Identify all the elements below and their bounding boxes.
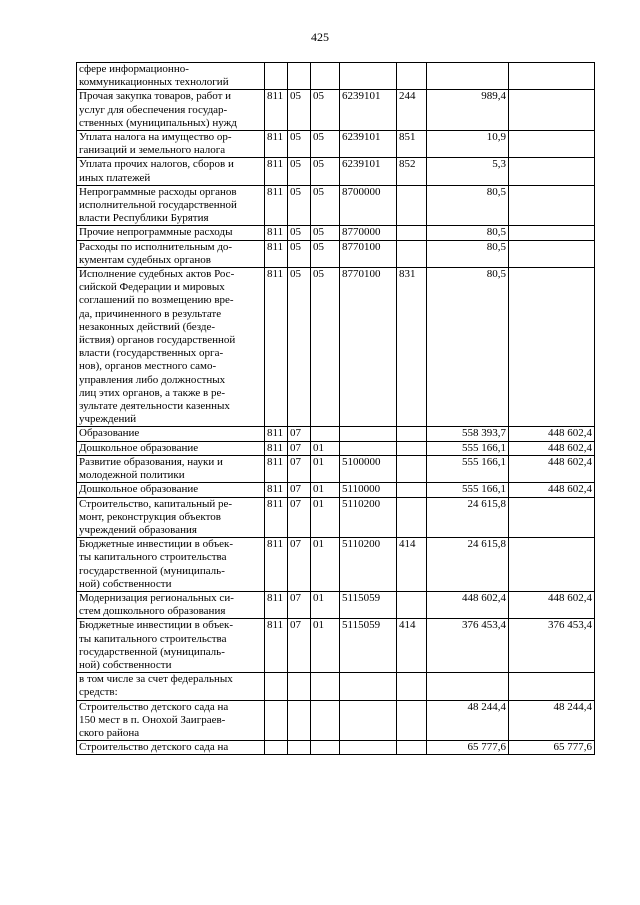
- subsection-code-cell: 01: [311, 538, 340, 592]
- amount-total-cell: 555 166,1: [427, 483, 509, 497]
- expense-type-cell: [397, 591, 427, 618]
- subsection-code-cell: 05: [311, 226, 340, 240]
- target-article-cell: [340, 700, 397, 741]
- expense-type-cell: [397, 240, 427, 267]
- amount-total-cell: 80,5: [427, 226, 509, 240]
- row-name-cell: Дошкольное образование: [77, 483, 265, 497]
- amount-federal-cell: 448 602,4: [509, 591, 595, 618]
- amount-total-cell: 555 166,1: [427, 455, 509, 482]
- amount-federal-cell: 48 244,4: [509, 700, 595, 741]
- subsection-code-cell: 01: [311, 455, 340, 482]
- budget-table: [76, 62, 595, 755]
- ministry-code-cell: 811: [265, 90, 288, 131]
- row-name-cell: Исполнение судебных актов Рос- сийской Федерации и мировых соглашений по возмещению вре- да, причиненного в результате незаконных действий (безде- йствия) органов государственной власти (государственных орга- нов), органов местного само- управления либо должностных лиц этих органов, а также в ре- зультате деятельности казенных учреждений: [77, 268, 265, 427]
- amount-federal-cell: 448 602,4: [509, 455, 595, 482]
- amount-federal-cell: [509, 538, 595, 592]
- section-code-cell: 05: [288, 268, 311, 427]
- row-name-cell: Прочая закупка товаров, работ и услуг для обеспечения государ- ственных (муниципальных) нужд: [77, 90, 265, 131]
- amount-total-cell: 448 602,4: [427, 591, 509, 618]
- section-code-cell: 05: [288, 226, 311, 240]
- section-code-cell: 05: [288, 131, 311, 158]
- table-row: [77, 673, 595, 700]
- subsection-code-cell: 05: [311, 268, 340, 427]
- ministry-code-cell: 811: [265, 226, 288, 240]
- table-row: [77, 483, 595, 497]
- row-name-cell: Образование: [77, 427, 265, 441]
- target-article-cell: 5115059: [340, 619, 397, 673]
- ministry-code-cell: [265, 63, 288, 90]
- subsection-code-cell: 01: [311, 619, 340, 673]
- amount-federal-cell: [509, 673, 595, 700]
- subsection-code-cell: [311, 63, 340, 90]
- expense-type-cell: [397, 427, 427, 441]
- row-name-cell: Развитие образования, науки и молодежной политики: [77, 455, 265, 482]
- section-code-cell: [288, 700, 311, 741]
- section-code-cell: 05: [288, 185, 311, 226]
- ministry-code-cell: [265, 741, 288, 755]
- amount-federal-cell: [509, 158, 595, 185]
- target-article-cell: 8700000: [340, 185, 397, 226]
- section-code-cell: [288, 63, 311, 90]
- subsection-code-cell: [311, 700, 340, 741]
- target-article-cell: [340, 741, 397, 755]
- amount-total-cell: 65 777,6: [427, 741, 509, 755]
- amount-total-cell: 5,3: [427, 158, 509, 185]
- section-code-cell: 07: [288, 497, 311, 538]
- subsection-code-cell: 05: [311, 185, 340, 226]
- expense-type-cell: 851: [397, 131, 427, 158]
- target-article-cell: [340, 441, 397, 455]
- table-row: [77, 63, 595, 90]
- ministry-code-cell: 811: [265, 268, 288, 427]
- ministry-code-cell: 811: [265, 427, 288, 441]
- budget-table-body: [77, 63, 595, 755]
- expense-type-cell: [397, 441, 427, 455]
- subsection-code-cell: 05: [311, 240, 340, 267]
- amount-total-cell: 80,5: [427, 240, 509, 267]
- expense-type-cell: [397, 741, 427, 755]
- ministry-code-cell: 811: [265, 497, 288, 538]
- subsection-code-cell: 01: [311, 483, 340, 497]
- row-name-cell: Бюджетные инвестиции в объек- ты капитального строительства государственной (муниципаль- ной) собственности: [77, 619, 265, 673]
- table-row: [77, 497, 595, 538]
- expense-type-cell: [397, 700, 427, 741]
- section-code-cell: 05: [288, 90, 311, 131]
- section-code-cell: 07: [288, 441, 311, 455]
- row-name-cell: сфере информационно- коммуникационных технологий: [77, 63, 265, 90]
- ministry-code-cell: 811: [265, 441, 288, 455]
- section-code-cell: 07: [288, 538, 311, 592]
- amount-federal-cell: 65 777,6: [509, 741, 595, 755]
- row-name-cell: Уплата прочих налогов, сборов и иных платежей: [77, 158, 265, 185]
- ministry-code-cell: 811: [265, 240, 288, 267]
- expense-type-cell: 852: [397, 158, 427, 185]
- target-article-cell: [340, 673, 397, 700]
- target-article-cell: 6239101: [340, 90, 397, 131]
- amount-federal-cell: 448 602,4: [509, 483, 595, 497]
- row-name-cell: Расходы по исполнительным до- кументам судебных органов: [77, 240, 265, 267]
- section-code-cell: 05: [288, 158, 311, 185]
- section-code-cell: 07: [288, 619, 311, 673]
- subsection-code-cell: 01: [311, 591, 340, 618]
- ministry-code-cell: 811: [265, 158, 288, 185]
- subsection-code-cell: [311, 427, 340, 441]
- amount-total-cell: 558 393,7: [427, 427, 509, 441]
- row-name-cell: Уплата налога на имущество ор- ганизаций и земельного налога: [77, 131, 265, 158]
- subsection-code-cell: [311, 741, 340, 755]
- expense-type-cell: [397, 455, 427, 482]
- amount-federal-cell: [509, 185, 595, 226]
- amount-federal-cell: [509, 240, 595, 267]
- section-code-cell: 05: [288, 240, 311, 267]
- amount-federal-cell: 448 602,4: [509, 427, 595, 441]
- amount-total-cell: 989,4: [427, 90, 509, 131]
- amount-federal-cell: [509, 90, 595, 131]
- subsection-code-cell: 05: [311, 158, 340, 185]
- ministry-code-cell: [265, 673, 288, 700]
- section-code-cell: 07: [288, 591, 311, 618]
- amount-total-cell: [427, 673, 509, 700]
- subsection-code-cell: 01: [311, 497, 340, 538]
- expense-type-cell: [397, 483, 427, 497]
- row-name-cell: Прочие непрограммные расходы: [77, 226, 265, 240]
- row-name-cell: Строительство, капитальный ре- монт, реконструкция объектов учреждений образования: [77, 497, 265, 538]
- ministry-code-cell: 811: [265, 538, 288, 592]
- target-article-cell: [340, 63, 397, 90]
- ministry-code-cell: 811: [265, 131, 288, 158]
- subsection-code-cell: [311, 673, 340, 700]
- row-name-cell: Бюджетные инвестиции в объек- ты капитального строительства государственной (муниципаль- ной) собственности: [77, 538, 265, 592]
- ministry-code-cell: 811: [265, 185, 288, 226]
- section-code-cell: [288, 741, 311, 755]
- table-row: [77, 455, 595, 482]
- target-article-cell: 5110200: [340, 497, 397, 538]
- amount-federal-cell: [509, 63, 595, 90]
- row-name-cell: Строительство детского сада на 150 мест в п. Онохой Заиграев- ского района: [77, 700, 265, 741]
- expense-type-cell: [397, 497, 427, 538]
- expense-type-cell: 831: [397, 268, 427, 427]
- table-row: [77, 441, 595, 455]
- target-article-cell: [340, 427, 397, 441]
- subsection-code-cell: 01: [311, 441, 340, 455]
- amount-total-cell: 10,9: [427, 131, 509, 158]
- target-article-cell: 8770100: [340, 240, 397, 267]
- expense-type-cell: 244: [397, 90, 427, 131]
- amount-total-cell: 24 615,8: [427, 538, 509, 592]
- target-article-cell: 8770100: [340, 268, 397, 427]
- target-article-cell: 6239101: [340, 158, 397, 185]
- amount-total-cell: 376 453,4: [427, 619, 509, 673]
- target-article-cell: 8770000: [340, 226, 397, 240]
- expense-type-cell: [397, 185, 427, 226]
- amount-federal-cell: [509, 268, 595, 427]
- table-row: [77, 158, 595, 185]
- amount-federal-cell: [509, 131, 595, 158]
- amount-total-cell: 555 166,1: [427, 441, 509, 455]
- section-code-cell: 07: [288, 455, 311, 482]
- table-row: [77, 240, 595, 267]
- ministry-code-cell: 811: [265, 483, 288, 497]
- table-row: [77, 538, 595, 592]
- target-article-cell: 5115059: [340, 591, 397, 618]
- amount-federal-cell: [509, 226, 595, 240]
- row-name-cell: Непрограммные расходы органов исполнительной государственной власти Республики Бурятия: [77, 185, 265, 226]
- table-row: [77, 268, 595, 427]
- amount-total-cell: 80,5: [427, 185, 509, 226]
- expense-type-cell: 414: [397, 538, 427, 592]
- amount-federal-cell: 376 453,4: [509, 619, 595, 673]
- page-number: 425: [311, 30, 329, 44]
- amount-federal-cell: 448 602,4: [509, 441, 595, 455]
- target-article-cell: 6239101: [340, 131, 397, 158]
- table-row: [77, 427, 595, 441]
- table-row: [77, 90, 595, 131]
- amount-total-cell: [427, 63, 509, 90]
- expense-type-cell: [397, 63, 427, 90]
- table-row: [77, 591, 595, 618]
- row-name-cell: Дошкольное образование: [77, 441, 265, 455]
- subsection-code-cell: 05: [311, 131, 340, 158]
- amount-total-cell: 24 615,8: [427, 497, 509, 538]
- amount-federal-cell: [509, 497, 595, 538]
- section-code-cell: [288, 673, 311, 700]
- expense-type-cell: [397, 673, 427, 700]
- subsection-code-cell: 05: [311, 90, 340, 131]
- amount-total-cell: 80,5: [427, 268, 509, 427]
- target-article-cell: 5110200: [340, 538, 397, 592]
- expense-type-cell: 414: [397, 619, 427, 673]
- row-name-cell: Модернизация региональных си- стем дошкольного образования: [77, 591, 265, 618]
- row-name-cell: Строительство детского сада на: [77, 741, 265, 755]
- table-row: [77, 185, 595, 226]
- table-row: [77, 741, 595, 755]
- section-code-cell: 07: [288, 427, 311, 441]
- ministry-code-cell: 811: [265, 591, 288, 618]
- ministry-code-cell: [265, 700, 288, 741]
- ministry-code-cell: 811: [265, 455, 288, 482]
- ministry-code-cell: 811: [265, 619, 288, 673]
- expense-type-cell: [397, 226, 427, 240]
- row-name-cell: в том числе за счет федеральных средств:: [77, 673, 265, 700]
- section-code-cell: 07: [288, 483, 311, 497]
- target-article-cell: 5100000: [340, 455, 397, 482]
- amount-total-cell: 48 244,4: [427, 700, 509, 741]
- target-article-cell: 5110000: [340, 483, 397, 497]
- table-row: [77, 131, 595, 158]
- table-row: [77, 619, 595, 673]
- table-row: [77, 700, 595, 741]
- table-row: [77, 226, 595, 240]
